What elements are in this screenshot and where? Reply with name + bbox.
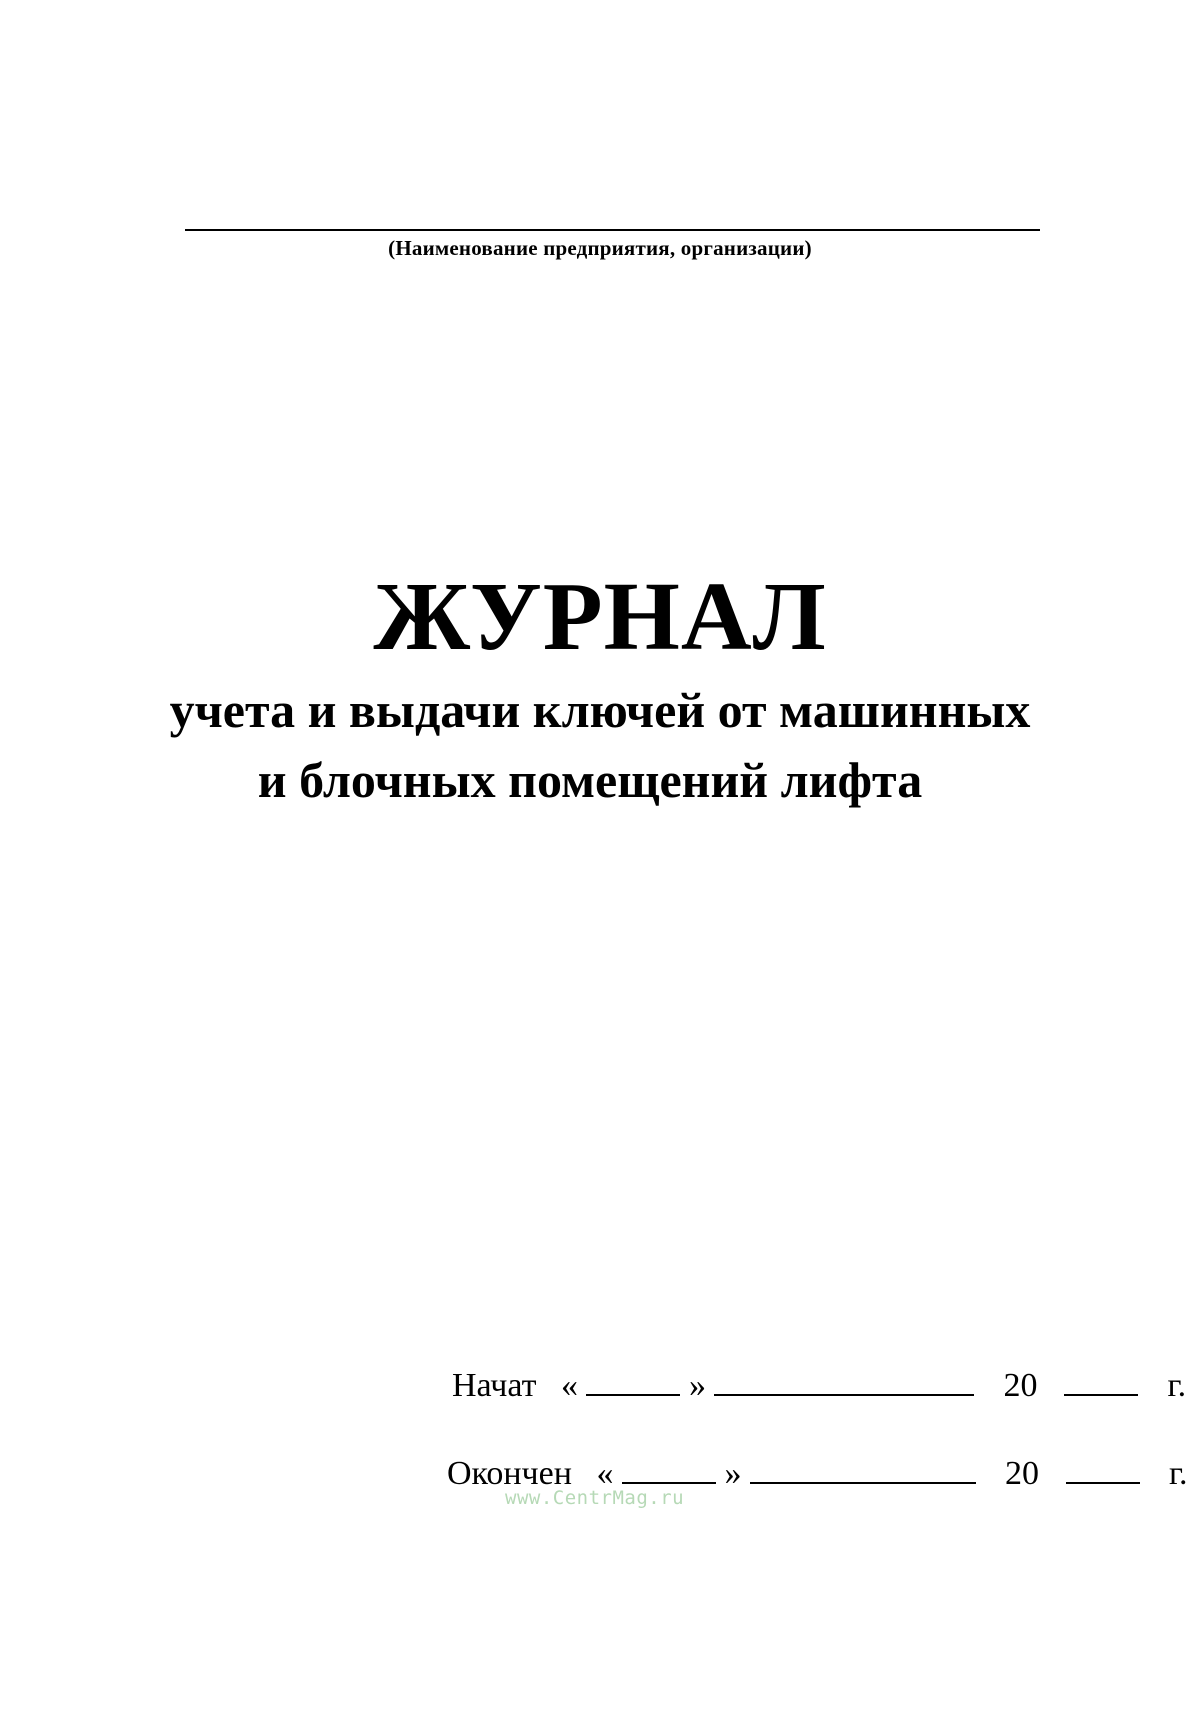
- end-open-quote: «: [596, 1455, 614, 1492]
- start-close-quote: »: [688, 1367, 706, 1404]
- end-year-prefix: 20: [1004, 1455, 1039, 1492]
- site-watermark: www.CentrMag.ru: [505, 1487, 685, 1509]
- journal-title: ЖУРНАЛ: [373, 563, 827, 671]
- end-day-blank: [622, 1454, 716, 1484]
- organization-name-line: [185, 229, 1040, 231]
- end-year-blank: [1066, 1454, 1140, 1484]
- organization-name-caption: (Наименование предприятия, организации): [388, 236, 812, 260]
- end-date-row: [447, 1454, 1188, 1491]
- start-day-blank: [586, 1366, 680, 1396]
- start-date-row: [452, 1366, 1186, 1403]
- journal-subtitle-line-2: и блочных помещений лифта: [257, 752, 923, 808]
- end-close-quote: »: [724, 1455, 742, 1492]
- end-month-blank: [750, 1454, 976, 1484]
- journal-subtitle-line-1: учета и выдачи ключей от машинных: [169, 682, 1031, 738]
- start-open-quote: «: [560, 1367, 578, 1404]
- end-date-label: Окончен: [447, 1455, 572, 1492]
- start-year-suffix: г.: [1167, 1367, 1187, 1404]
- start-year-prefix: 20: [1003, 1367, 1038, 1404]
- start-date-label: Начат: [452, 1367, 537, 1404]
- start-year-blank: [1064, 1366, 1138, 1396]
- start-month-blank: [714, 1366, 974, 1396]
- end-year-suffix: г.: [1168, 1455, 1188, 1492]
